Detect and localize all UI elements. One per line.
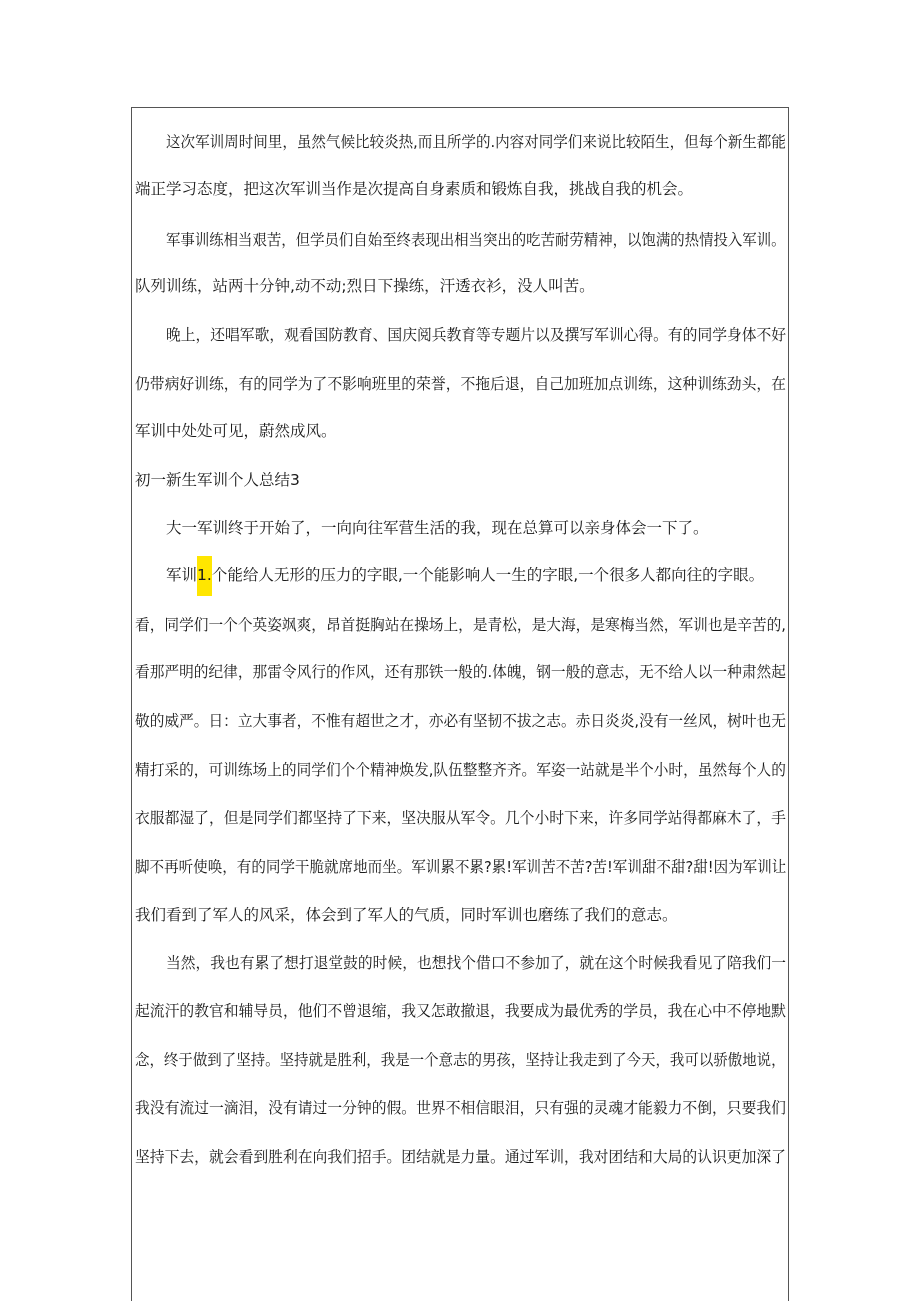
paragraph-6-line-1: 看，同学们一个个英姿飒爽，昂首挺胸站在操场上，是青松，是大海，是寒梅当然，军训也是辛苦的, [135,616,786,634]
paragraph-6-line-5: 衣服都湿了，但是同学们都坚持了下来，坚决服从军令。几个小时下来，许多同学站得都麻木了，手 [135,809,786,827]
paragraph-4-line-1: 大一军训终于开始了，一向向往军营生活的我，现在总算可以亲身体会一下了。 [166,519,709,537]
paragraph-6-line-2: 看那严明的纪律，那雷令风行的作风，还有那铁一般的.体魄，钢一般的意志，无不给人以一种肃然起 [135,663,786,681]
paragraph-1-line-1: 这次军训周时间里，虽然气候比较炎热,而且所学的.内容对同学们来说比较陌生，但每个新生都能 [166,133,786,151]
paragraph-3-line-3: 军训中处处可见，蔚然成风。 [135,422,337,440]
paragraph-7-line-4: 我没有流过一滴泪，没有请过一分钟的假。世界不相信眼泪，只有强的灵魂才能毅力不倒，只要我们 [135,1099,786,1117]
highlighted-number: 1. [197,556,212,596]
paragraph-7-line-3: 念，终于做到了坚持。坚持就是胜利，我是一个意志的男孩，坚持让我走到了今天，我可以骄傲地说， [135,1051,786,1069]
paragraph-7-line-5: 坚持下去，就会看到胜利在向我们招手。团结就是力量。通过军训，我对团结和大局的认识更加深了 [135,1148,786,1166]
paragraph-7-line-1: 当然，我也有累了想打退堂鼓的时候，也想找个借口不参加了，就在这个时候我看见了陪我们一 [166,954,787,972]
paragraph-5-rest: 个能给人无形的压力的字眼,一个能影响人一生的字眼,一个很多人都向往的字眼。 [211,566,765,584]
paragraph-3-line-2: 仍带病好训练，有的同学为了不影响班里的荣誉，不拖后退，自己加班加点训练，这种训练劲头，在 [135,375,786,393]
paragraph-5-prefix: 军训 [166,566,198,584]
paragraph-6-line-4: 精打采的，可训练场上的同学们个个精神焕发,队伍整整齐齐。军姿一站就是半个小时，虽然每个人的 [135,761,786,779]
paragraph-2-line-2: 队列训练，站两十分钟,动不动;烈日下操练，汗透衣衫，没人叫苦。 [135,277,595,295]
paragraph-6-line-3: 敬的威严。日：立大事者，不惟有超世之才，亦必有坚韧不拔之志。赤日炎炎,没有一丝风，树叶也无 [135,712,786,730]
paragraph-6-line-7: 我们看到了军人的风采，体会到了军人的气质，同时军训也磨练了我们的意志。 [135,906,678,924]
paragraph-6-line-6: 脚不再听使唤，有的同学干脆就席地而坐。军训累不累?累!军训苦不苦?苦!军训甜不甜?甜!因为军训让 [135,858,787,876]
paragraph-2-line-1: 军事训练相当艰苦，但学员们自始至终表现出相当突出的吃苦耐劳精神，以饱满的热情投入军训。 [166,231,786,249]
section-heading: 初一新生军训个人总结3 [135,471,300,489]
paragraph-3-line-1: 晚上，还唱军歌，观看国防教育、国庆阅兵教育等专题片以及撰写军训心得。有的同学身体不好 [166,326,787,344]
paragraph-7-line-2: 起流汗的教官和辅导员，他们不曾退缩，我又怎敢撤退，我要成为最优秀的学员，我在心中不停地默 [135,1002,786,1020]
paragraph-1-line-2: 端正学习态度，把这次军训当作是次提高自身素质和锻炼自我，挑战自我的机会。 [135,180,694,198]
paragraph-5-line-1 [166,564,764,596]
